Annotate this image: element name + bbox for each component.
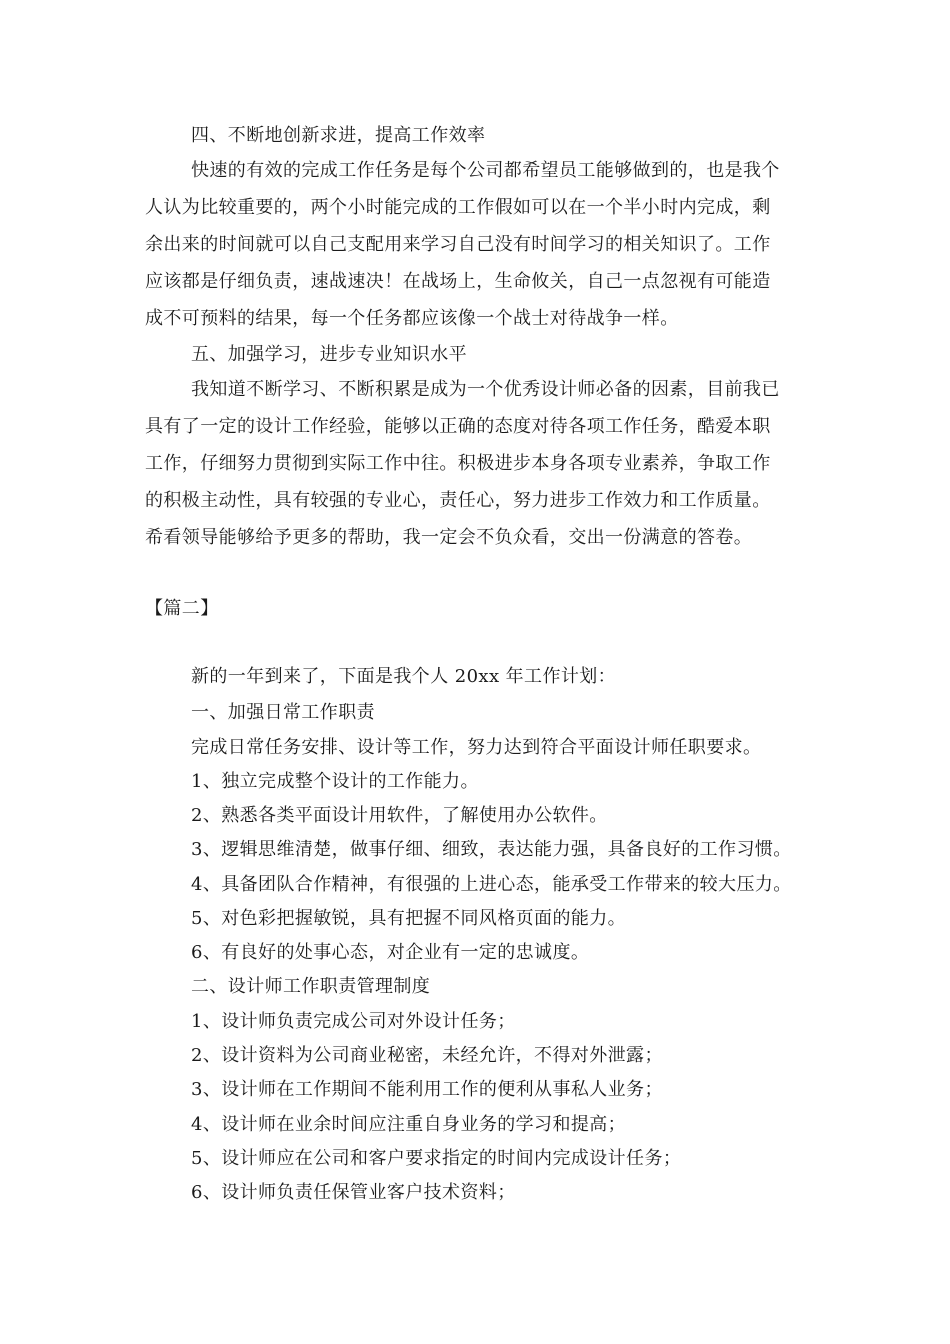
list-item: 5、对色彩把握敏锐，具有把握不同风格页面的能力。 [191,908,627,929]
paragraph-line: 成不可预料的结果，每一个任务都应该像一个战士对待战争一样。 [145,308,679,329]
paragraph-line: 应该都是仔细负责，速战速决！在战场上，生命攸关，自己一点忽视有可能造 [145,271,771,292]
intro-line: 新的一年到来了，下面是我个人 20xx 年工作计划： [191,666,617,687]
paragraph-line: 余出来的时间就可以自己支配用来学习自己没有时间学习的相关知识了。工作 [145,234,771,255]
list-item: 2、设计资料为公司商业秘密，未经允许，不得对外泄露； [191,1045,663,1066]
list-item: 3、设计师在工作期间不能利用工作的便利从事私人业务； [191,1079,663,1100]
list-item: 1、独立完成整个设计的工作能力。 [191,771,479,792]
paragraph-line: 我知道不断学习、不断积累是成为一个优秀设计师必备的因素，目前我已 [191,379,780,400]
list-item: 3、逻辑思维清楚，做事仔细、细致，表达能力强，具备良好的工作习惯。 [191,839,792,860]
part-label: 【篇二】 [145,598,219,619]
section-heading-2: 二、设计师工作职责管理制度 [191,976,431,997]
list-item: 6、设计师负责任保管业客户技术资料； [191,1182,516,1203]
section-heading-5: 五、加强学习，进步专业知识水平 [191,344,467,365]
paragraph-line: 工作，仔细努力贯彻到实际工作中往。积极进步本身各项专业素养，争取工作 [145,453,771,474]
paragraph-line: 的积极主动性，具有较强的专业心，责任心，努力进步工作效力和工作质量。 [145,490,771,511]
list-item: 4、设计师在业余时间应注重自身业务的学习和提高； [191,1114,627,1135]
list-item: 2、熟悉各类平面设计用软件，了解使用办公软件。 [191,805,608,826]
list-item: 1、设计师负责完成公司对外设计任务； [191,1011,516,1032]
paragraph-line: 希看领导能够给予更多的帮助，我一定会不负众看，交出一份满意的答卷。 [145,527,753,548]
list-item: 5、设计师应在公司和客户要求指定的时间内完成设计任务； [191,1148,682,1169]
list-item: 4、具备团队合作精神，有很强的上进心态，能承受工作带来的较大压力。 [191,874,792,895]
paragraph-line: 具有了一定的设计工作经验，能够以正确的态度对待各项工作任务，酷爱本职 [145,416,771,437]
paragraph-line: 快速的有效的完成工作任务是每个公司都希望员工能够做到的，也是我个 [191,160,780,181]
section-heading-4: 四、不断地创新求进，提高工作效率 [191,125,486,146]
section-heading-1: 一、加强日常工作职责 [191,702,375,723]
paragraph-line: 人认为比较重要的，两个小时能完成的工作假如可以在一个半小时内完成，剩 [145,197,771,218]
description-line: 完成日常任务安排、设计等工作，努力达到符合平面设计师任职要求。 [191,737,762,758]
list-item: 6、有良好的处事心态，对企业有一定的忠诚度。 [191,942,590,963]
